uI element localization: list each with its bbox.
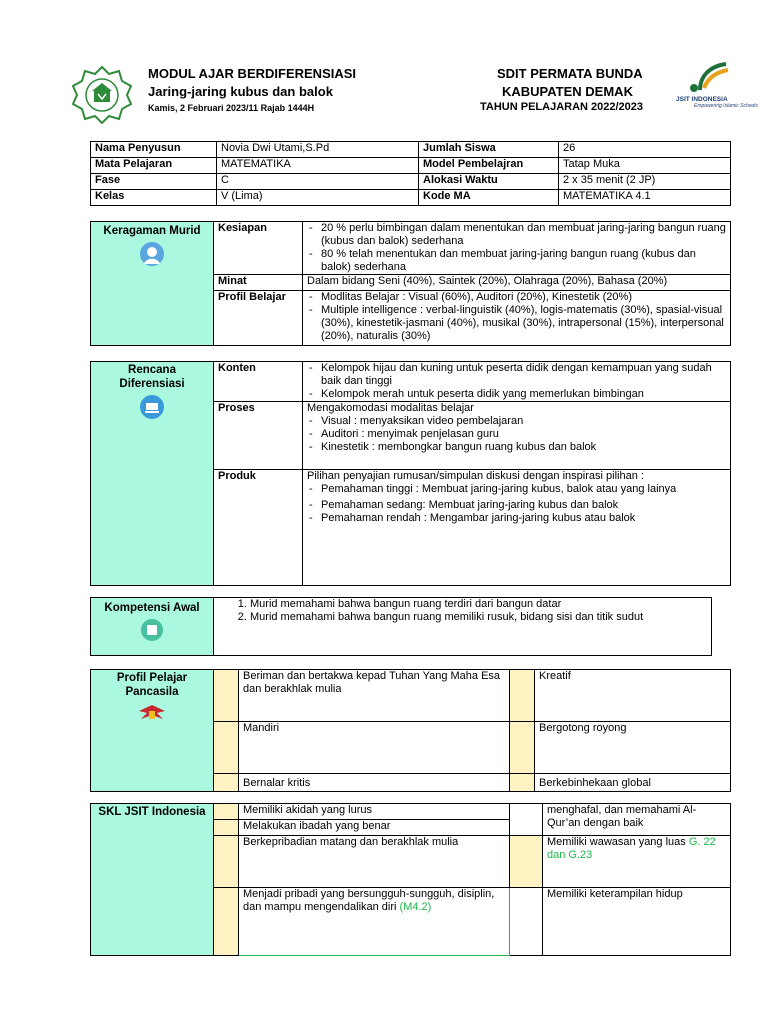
checkbox-cell[interactable] xyxy=(510,722,535,774)
rencana-cell xyxy=(91,362,214,586)
pancasila-cell xyxy=(91,670,214,792)
profil-belajar-item: - Multiple intelligence : verbal-linguistik (40%), logis-matematis (30%), spasial-visual (30%), kinestetik-jasmani (40%), musikal (30%), intrapersonal (15%), interpersonal (20%), naturalis (30%) xyxy=(307,304,726,343)
produk-intro: Pilihan penyajian rumusan/simpulan diskusi dengan inspirasi pilihan : xyxy=(307,470,644,482)
info-label-kelas: Kelas xyxy=(91,190,217,206)
profil-belajar-item: - Modlitas Belajar : Visual (60%), Auditori (20%), Kinestetik (20%) xyxy=(307,291,726,304)
skl-left-item: Berkepribadian matang dan berakhlak mulia xyxy=(239,836,510,888)
produk-label: Produk xyxy=(214,470,303,586)
school-year: TAHUN PELAJARAN 2022/2023 xyxy=(480,101,644,113)
module-title: MODUL AJAR BERDIFERENSIASI xyxy=(148,66,357,81)
info-value-alokasi: 2 x 35 menit (2 JP) xyxy=(559,174,731,190)
keragaman-title: Keragaman Murid xyxy=(103,225,201,237)
skl-cell xyxy=(91,804,214,956)
pancasila-left-item: Beriman dan bertakwa kepad Tuhan Yang Maha Esa dan berakhlak mulia xyxy=(239,670,510,722)
rencana-title: Rencana Diferensiasi xyxy=(119,364,185,390)
konten-cell xyxy=(303,362,731,402)
checkbox-cell[interactable] xyxy=(214,804,239,820)
checkbox-cell[interactable] xyxy=(510,670,535,722)
school-district: KABUPATEN DEMAK xyxy=(502,84,633,99)
kompetensi-title: Kompetensi Awal xyxy=(104,602,200,614)
kompetensi-cell xyxy=(91,598,214,656)
jsit-logo-tagline: Empowering Islamic Schools xyxy=(694,103,758,109)
kompetensi-item: 2. Murid memahami bahwa bangun ruang memiliki rusuk, bidang sisi dan titik sudut xyxy=(250,611,707,624)
kompetensi-list-cell xyxy=(214,598,712,656)
module-subtitle: Jaring-jaring kubus dan balok xyxy=(148,84,333,99)
checkbox-cell[interactable] xyxy=(214,836,239,888)
produk-item: - Pemahaman rendah : Mengambar jaring-jaring kubus atau balok xyxy=(307,512,726,525)
konten-item: - Kelompok merah untuk peserta didik yang memerlukan bimbingan xyxy=(307,388,726,401)
info-table xyxy=(90,141,731,206)
skl-right-item: Memiliki keterampilan hidup xyxy=(543,888,731,956)
skl-left-text: Menjadi pribadi yang bersungguh-sungguh, disiplin, dan mampu mengendalikan diri xyxy=(243,888,495,913)
keragaman-table xyxy=(90,221,731,346)
checkbox-cell[interactable] xyxy=(214,722,239,774)
skl-table xyxy=(90,803,731,956)
proses-item: - Visual : menyaksikan video pembelajaran xyxy=(307,415,726,428)
info-label-penyusun: Nama Penyusun xyxy=(91,142,217,158)
info-label-alokasi: Alokasi Waktu xyxy=(419,174,559,190)
produk-item: - Pemahaman sedang: Membuat jaring-jaring kubus dan balok xyxy=(307,499,726,512)
kompetensi-table xyxy=(90,597,712,656)
pancasila-right-item: Bergotong royong xyxy=(535,722,731,774)
pancasila-left-item: Mandiri xyxy=(239,722,510,774)
skl-left-item: Melakukan ibadah yang benar xyxy=(239,820,510,836)
skl-left-item: Memiliki akidah yang lurus xyxy=(239,804,510,820)
info-label-mapel: Mata Pelajaran xyxy=(91,158,217,174)
checkbox-cell[interactable] xyxy=(214,820,239,836)
pancasila-left-item: Bernalar kritis xyxy=(239,774,510,792)
produk-item: - Pemahaman tinggi : Membuat jaring-jaring kubus, balok atau yang lainya xyxy=(307,483,726,496)
checkbox-cell[interactable] xyxy=(510,888,543,956)
info-value-fase: C xyxy=(217,174,419,190)
jsit-logo-name: JSIT INDONESIA xyxy=(676,96,728,103)
module-date: Kamis, 2 Februari 2023/11 Rajab 1444H xyxy=(148,103,315,113)
proses-item: - Auditori : menyimak penjelasan guru xyxy=(307,428,726,441)
puzzle-icon xyxy=(141,619,163,641)
info-value-mapel: MATEMATIKA xyxy=(217,158,419,174)
info-value-penyusun: Novia Dwi Utami,S.Pd xyxy=(217,142,419,158)
minat-value: Dalam bidang Seni (40%), Saintek (20%), Olahraga (20%), Bahasa (20%) xyxy=(303,275,731,291)
kesiapan-item: - 20 % perlu bimbingan dalam menentukan dan membuat jaring-jaring bangun ruang (kubus dan balok) sederhana xyxy=(307,222,726,248)
info-label-jumlah-siswa: Jumlah Siswa xyxy=(419,142,559,158)
kesiapan-label: Kesiapan xyxy=(214,222,303,275)
pancasila-right-item: Kreatif xyxy=(535,670,731,722)
info-label-model: Model Pembelajran xyxy=(419,158,559,174)
info-label-fase: Fase xyxy=(91,174,217,190)
school-logo xyxy=(72,66,132,124)
skl-right-item-wawasan xyxy=(543,836,731,888)
keragaman-cell xyxy=(91,222,214,346)
minat-label: Minat xyxy=(214,275,303,291)
skl-left-item-pribadi xyxy=(239,888,510,956)
rencana-table xyxy=(90,361,731,586)
skl-right-item: menghafal, dan memahami Al-Qur’an dengan baik xyxy=(543,804,731,836)
jsit-logo xyxy=(670,60,760,112)
pancasila-title: Profil Pelajar Pancasila xyxy=(116,672,188,698)
pancasila-right-item: Berkebinhekaan global xyxy=(535,774,731,792)
konten-label: Konten xyxy=(214,362,303,402)
info-value-model: Tatap Muka xyxy=(559,158,731,174)
konten-item: - Kelompok hijau dan kuning untuk peserta didik dengan kemampuan yang sudah baik dan tinggi xyxy=(307,362,726,388)
info-value-kelas: V (Lima) xyxy=(217,190,419,206)
proses-item: - Kinestetik : membongkar bangun ruang kubus dan balok xyxy=(307,441,726,454)
student-icon xyxy=(140,242,164,266)
kesiapan-cell xyxy=(303,222,731,275)
proses-label: Proses xyxy=(214,402,303,470)
skl-right-code: G. 22 dan G.23 xyxy=(547,836,716,861)
garuda-icon xyxy=(137,701,167,729)
checkbox-cell[interactable] xyxy=(214,670,239,722)
produk-cell xyxy=(303,470,731,586)
skl-left-code: (M4.2) xyxy=(399,901,432,913)
skl-title: SKL JSIT Indonesia xyxy=(98,806,206,818)
checkbox-cell[interactable] xyxy=(510,836,543,888)
info-label-kode: Kode MA xyxy=(419,190,559,206)
classroom-icon xyxy=(140,395,164,419)
info-value-jumlah-siswa: 26 xyxy=(559,142,731,158)
kompetensi-item: 1. Murid memahami bahwa bangun ruang terdiri dari bangun datar xyxy=(250,598,707,611)
pancasila-table xyxy=(90,669,731,792)
checkbox-cell[interactable] xyxy=(214,774,239,792)
proses-intro: Mengakomodasi modalitas belajar xyxy=(307,402,474,414)
info-value-kode: MATEMATIKA 4.1 xyxy=(559,190,731,206)
school-name: SDIT PERMATA BUNDA xyxy=(497,66,643,81)
checkbox-cell[interactable] xyxy=(510,804,543,836)
profil-belajar-label: Profil Belajar xyxy=(214,291,303,346)
checkbox-cell[interactable] xyxy=(510,774,535,792)
checkbox-cell[interactable] xyxy=(214,888,239,956)
skl-right-text: Memiliki wawasan yang luas xyxy=(547,836,686,848)
profil-belajar-cell xyxy=(303,291,731,346)
kesiapan-item: - 80 % telah menentukan dan membuat jaring-jaring bangun ruang (kubus dan balok) sederhana xyxy=(307,248,726,274)
proses-cell xyxy=(303,402,731,470)
